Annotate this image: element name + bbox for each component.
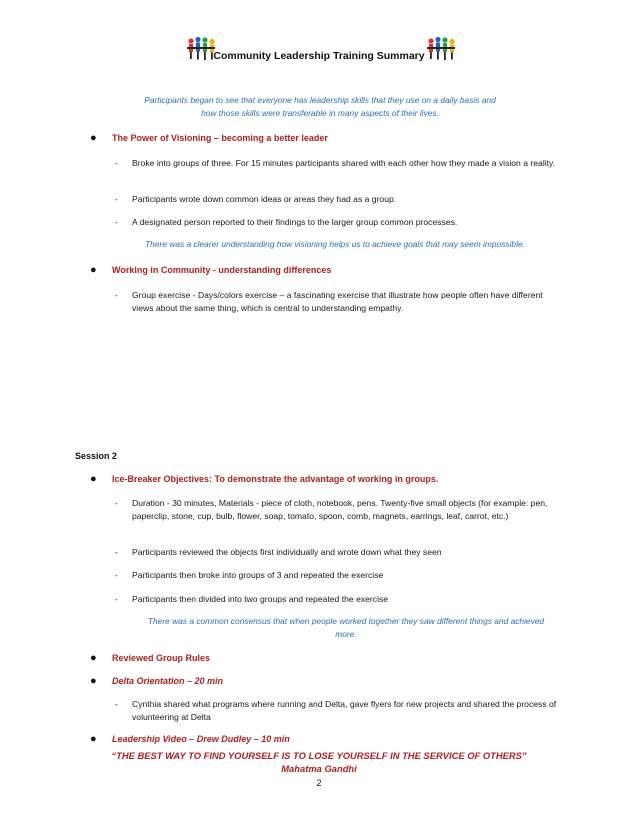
people-group-logo-icon	[426, 36, 456, 62]
bullet-label: Leadership Video – Drew Dudley – 10 min	[112, 734, 290, 744]
list-item	[115, 593, 565, 606]
list-item-text: Cynthia shared what programs where running and Delta, gave flyers for new projects and shared the process of volunteering at Delta	[132, 699, 557, 722]
bullet-dot-icon: ●	[90, 264, 97, 276]
page-number: 2	[316, 778, 322, 788]
dash-marker: -	[115, 217, 118, 227]
bullet-label: Reviewed Group Rules	[112, 653, 211, 663]
dash-marker: -	[115, 290, 118, 300]
dash-marker: -	[115, 699, 118, 709]
intro-note: Participants began to see that everyone has leadership skills that they use on a daily basis and how those skills were transferable in many aspects of their lives.	[144, 95, 496, 118]
bullet-label: Working in Community - understanding differences	[112, 265, 332, 275]
bullet-dot-icon: ●	[90, 733, 97, 745]
page-title: Community Leadership Training Summary	[213, 50, 425, 62]
list-item	[115, 569, 565, 582]
quote-author: Mahatma Gandhi	[281, 763, 357, 774]
dash-marker: -	[115, 498, 118, 508]
list-item	[115, 193, 565, 206]
list-item-text: Duration - 30 minutes, Materials - piece of cloth, notebook, pens. Twenty-five small objects (for example: pen, paperclip, stone, cup, bulb, flower, soap, tomato, spoon, comb, magnets, earrings, leaf, carrot, etc.)	[132, 498, 548, 521]
list-item-text: Participants reviewed the objects first individually and wrote down what they seen	[132, 547, 442, 557]
list-item	[115, 497, 565, 536]
list-item	[115, 546, 565, 559]
dash-marker: -	[115, 194, 118, 204]
bullet-dot-icon: ●	[90, 652, 97, 664]
dash-marker: -	[115, 594, 118, 604]
visioning-note: There was a clearer understanding how visioning helps us to achieve goals that may seem impossible.	[145, 239, 525, 249]
icebreaker-note: There was a common consensus that when people worked together they saw different things and achieved more.	[147, 616, 545, 639]
list-item	[115, 698, 565, 724]
bullet-dot-icon: ●	[90, 132, 97, 144]
bullet-label: Delta Orientation – 20 min	[112, 676, 224, 686]
page-header	[0, 36, 638, 66]
list-item	[115, 289, 565, 315]
session-heading: Session 2	[75, 451, 118, 461]
list-item-text: Group exercise - Days/colors exercise – a fascinating exercise that illustrate how people often have different views about the same thing, which is central to understanding empathy.	[132, 290, 543, 313]
dash-marker: -	[115, 547, 118, 557]
list-item-text: Participants then divided into two groups and repeated the exercise	[132, 594, 389, 604]
bullet-label: The Power of Visioning – becoming a better leader	[112, 133, 328, 143]
list-item-text: A designated person reported to their findings to the larger group common processes.	[132, 217, 458, 227]
list-item	[115, 216, 565, 229]
list-item-text: Participants then broke into groups of 3 and repeated the exercise	[132, 570, 384, 580]
list-item-text: Broke into groups of three. For 15 minutes participants shared with each other how they made a vision a reality.	[132, 158, 556, 168]
quote-text: “THE BEST WAY TO FIND YOURSELF IS TO LOSE YOURSELF IN THE SERVICE OF OTHERS”	[111, 750, 527, 761]
list-item	[115, 157, 565, 183]
dash-marker: -	[115, 570, 118, 580]
bullet-dot-icon: ●	[90, 675, 97, 687]
list-item-text: Participants wrote down common ideas or areas they had as a group.	[132, 194, 397, 204]
dash-marker: -	[115, 158, 118, 168]
bullet-label: Ice-Breaker Objectives: To demonstrate the advantage of working in groups.	[112, 474, 439, 484]
bullet-dot-icon: ●	[90, 473, 97, 485]
